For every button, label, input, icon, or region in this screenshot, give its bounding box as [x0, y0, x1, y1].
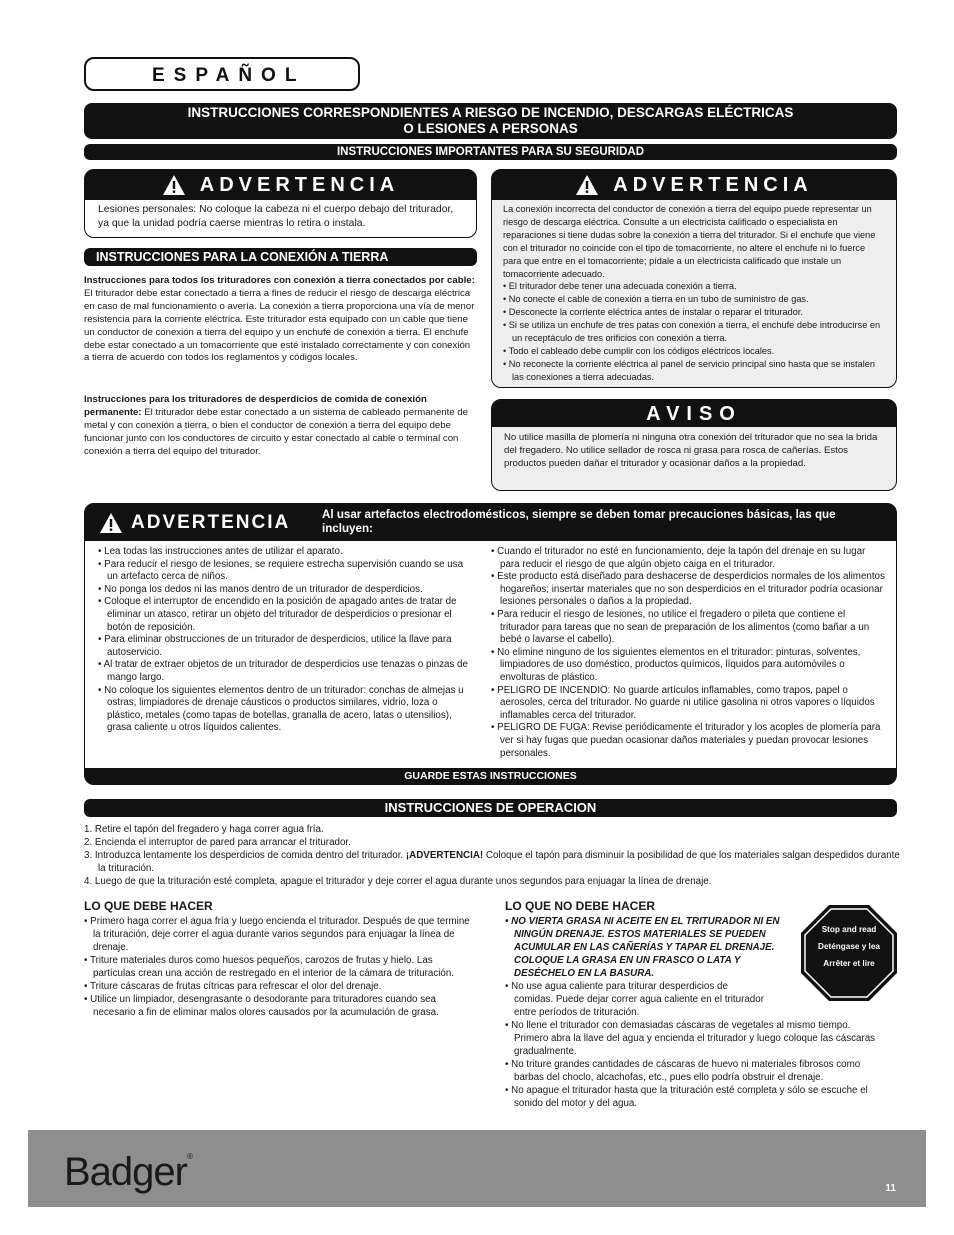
warning-icon: [575, 174, 599, 196]
dont-list-bold: [505, 915, 787, 980]
language-tab: [84, 57, 360, 91]
list-item: • Para reducir el riesgo de lesiones, se requiere estrecha supervisión cuando se usa un artefacto cerca de niños.: [98, 559, 476, 584]
step-text: Coloque el tapón para disminuir la posibilidad de que los materiales salgan despedidos durante la trituración.: [98, 850, 900, 874]
list-item: • No apague el triturador hasta que la trituración esté completa y sólo se escuche el sonido del motor y del agua.: [505, 1084, 885, 1110]
header-subtitle: INSTRUCCIONES IMPORTANTES PARA SU SEGURIDAD: [84, 144, 897, 160]
list-item: • Este producto está diseñado para deshacerse de desperdicios normales de los alimentos hogareños; insertar materiales que no son desperdicios en el triturador podría ocasionar lesiones personales o daños a la propiedad.: [491, 571, 887, 609]
step-text: Retire el tapón del fregadero y haga correr agua fría.: [94, 824, 324, 835]
list-item: • NO VIERTA GRASA NI ACEITE EN EL TRITURADOR NI EN NINGÚN DRENAJE. ESTOS MATERIALES SE PUEDEN ACUMULAR EN LAS CAÑERÍAS Y TAPAR EL DRENAJE. COLOQUE LA GRASA EN UN FRASCO O LATA Y DESÉCHELO EN LA BASURA.: [505, 915, 787, 980]
list-item: • No use agua caliente para triturar desperdicios de comidas. Puede dejar correr agua caliente en el triturador entre períodos de trituración.: [505, 980, 767, 1019]
warning-big-right-list: [491, 546, 887, 760]
list-item: • No coloque los siguientes elementos dentro de un triturador: conchas de almejas u ostras, limpiadores de drenaje cáusticos o productos similares, vidrio, loza o plástico, metales (como tapas de botellas, granalla de acero, latas o utensilios), grasa caliente u otros líquidos calientes.: [98, 685, 476, 735]
warning-left-title: ADVERTENCIA: [199, 174, 400, 196]
header-title-line2: O LESIONES A PERSONAS: [403, 121, 578, 136]
grounding-p2-bold: Instrucciones para los trituradores de desperdicios de comida de conexión permanente:: [84, 394, 427, 418]
brand-logo: [64, 1146, 193, 1198]
warning-big-heading: Al usar artefactos electrodomésticos, siempre se deben tomar precauciones básicas, las que incluyen:: [322, 508, 836, 535]
step-number: 2.: [84, 837, 93, 848]
warning-big-left-list: [98, 546, 476, 735]
warning-big-title-wrap: [99, 511, 290, 536]
header-title-line1: INSTRUCCIONES CORRESPONDIENTES A RIESGO DE INCENDIO, DESCARGAS ELÉCTRICAS: [187, 105, 794, 120]
registered-mark: ®: [186, 1152, 193, 1161]
step-text: Luego de que la trituración esté completa, apague el triturador y deje correr el agua durante unos segundos para enjuagar la línea de drenaje.: [94, 876, 712, 887]
warning-left-box: [84, 169, 477, 238]
notice-title: AVISO: [492, 400, 896, 427]
grounding-p1-text: El triturador debe estar conectado a tierra a fines de reducir el riesgo de descarga eléctrica en caso de mal funcionamiento o avería. La conexión a tierra proporciona una vía de menor resistencia para la corriente eléctrica. Este triturador está equipado con un cable que tiene un conductor de conexión a tierra del equipo y un enchufe de conexión a tierra. El enchufe debe estar conectado a un tomacorriente que esté instalado correctamente y con conexión a tierra de acuerdo con todos los reglamentos y códigos locales.: [84, 287, 475, 364]
warning-right-title: ADVERTENCIA: [613, 174, 813, 196]
list-item: • Triture cáscaras de frutas cítricas para refrescar el olor del drenaje.: [84, 980, 476, 993]
step-number: 4.: [84, 876, 93, 887]
save-instructions-bar: GUARDE ESTAS INSTRUCCIONES: [85, 768, 896, 784]
operation-step: [84, 849, 904, 875]
warning-big-title: ADVERTENCIA: [131, 512, 291, 533]
list-item: • Si se utiliza un enchufe de tres patas con conexión a tierra, el enchufe debe introducirse en un receptáculo de tres orificios con conexión a tierra.: [503, 319, 886, 345]
grounding-p2-text: El triturador debe estar conectado a un sistema de cableado permanente de metal y con conexión a tierra, o bien el conductor de conexión a tierra del equipo debe funcionar junto con los conductores de circuito y estar conectado al cable o terminal con conexión a tierra del equipo del triturador.: [84, 406, 468, 457]
do-title: LO QUE DEBE HACER: [84, 899, 213, 913]
list-item: • Triture materiales duros como huesos pequeños, carozos de frutas y hielo. Las partículas crean una acción de restregado en el interior de la cámara de trituración.: [84, 954, 476, 980]
warning-right-body: [492, 200, 896, 384]
list-item: • No conecte el cable de conexión a tierra en un tubo de suministro de gas.: [503, 293, 886, 306]
list-item: • No reconecte la corriente eléctrica al panel de servicio principal sino hasta que se instalen las conexiones a tierra adecuadas.: [503, 358, 886, 384]
grounding-title: INSTRUCCIONES PARA LA CONEXIÓN A TIERRA: [84, 248, 477, 266]
step-number: 3.: [84, 850, 93, 861]
warning-big-box: [84, 503, 897, 785]
warning-icon: [162, 174, 186, 196]
stop-sign-line3: Arrêter et lire: [823, 959, 875, 968]
warning-big-header: [85, 504, 896, 541]
operation-step: [84, 836, 904, 849]
list-item: • El triturador debe tener una adecuada conexión a tierra.: [503, 280, 886, 293]
notice-box: [491, 399, 897, 491]
list-item: • Utilice un limpiador, desengrasante o desodorante para trituradores cuando sea necesario a fin de eliminar malos olores causados por la acumulación de grasa.: [84, 993, 476, 1019]
warning-right-list: [503, 280, 886, 383]
list-item: • Para reducir el riesgo de lesiones, no utilice el fregadero o pileta que contiene el triturador para tareas que no sean de preparación de los alimentos (como bañar a un bebé o lavarse el cabello).: [491, 609, 887, 647]
stop-sign-text: [800, 921, 898, 972]
notice-text: No utilice masilla de plomería ni ninguna otra conexión del triturador que no sea la brida del fregadero. No utilice sellador de rosca ni grasa para rosca de cañerías. Estos productos pueden dañar el triturador y ocasionar daños a la propiedad.: [504, 432, 878, 469]
list-item: • PELIGRO DE FUGA: Revise periódicamente el triturador y los acoples de plomería para ver si hay fugas que puedan ocasionar daños materiales y puedan provocar lesiones personales.: [491, 722, 887, 760]
step-number: 1.: [84, 824, 93, 835]
list-item: • Desconecte la corriente eléctrica antes de instalar o reparar el triturador.: [503, 306, 886, 319]
list-item: • Cuando el triturador no esté en funcionamiento, deje la tapón del drenaje en su lugar para reducir el riesgo de que algún objeto caiga en el triturador.: [491, 546, 887, 571]
list-item: • No elimine ninguno de los siguientes elementos en el triturador: pinturas, solventes, limpiadores de uso doméstico, productos químicos, líquidos para automóviles o envolturas de plástico.: [491, 647, 887, 685]
brand-name: Badger: [64, 1150, 187, 1194]
list-item: • Primero haga correr el agua fría y luego encienda el triturador. Después de que termine la trituración, deje correr el agua durante varios segundos para enjuagar la línea de drenaje.: [84, 915, 476, 954]
operation-step: [84, 823, 904, 836]
list-item: • No triture grandes cantidades de cáscaras de huevo ni materiales fibrosos como barbas del choclo, alcachofas, etc., pues ello podría obstruir el drenaje.: [505, 1058, 885, 1084]
list-item: • Lea todas las instrucciones antes de utilizar el aparato.: [98, 546, 476, 559]
warning-left-text: Lesiones personales: No coloque la cabeza ni el cuerpo debajo del triturador, ya que la unidad podría caerse mientras lo retira o instala.: [98, 204, 454, 229]
warning-right-box: [491, 169, 897, 388]
grounding-p2: [84, 394, 477, 459]
grounding-p1: [84, 275, 477, 365]
warning-right-header: [492, 170, 896, 200]
operation-step: [84, 875, 904, 888]
main-header: [84, 103, 897, 139]
operation-title: INSTRUCCIONES DE OPERACION: [84, 799, 897, 817]
list-item: • Coloque el interruptor de encendido en la posición de apagado antes de tratar de eliminar un atasco, retirar un objeto del triturador de desperdicios o presionar el botón de reposición.: [98, 596, 476, 634]
grounding-p1-bold: Instrucciones para todos los trituradores con conexión a tierra conectados por cable:: [84, 275, 475, 286]
stop-sign-line2: Deténgase y lea: [818, 942, 880, 951]
page-footer: [28, 1130, 926, 1207]
warning-right-intro: La conexión incorrecta del conductor de conexión a tierra del equipo puede representar un riesgo de descarga eléctrica. Consulte a un electricista calificado o especialista en reparaciones si tiene dudas sobre la conexión a tierra del triturador. Si el enchufe que viene con el triturador no coincide con el tipo de tomacorriente, no altere el enchufe ni lo fuerce para que entre en el tomacorriente; pídale a un electricista calificado que instale un tomacorriente adecuado.: [503, 204, 876, 279]
step-text: Encienda el interruptor de pared para arrancar el triturador.: [94, 837, 351, 848]
page-number: 11: [885, 1183, 896, 1194]
warning-left-header: [85, 170, 476, 200]
operation-steps: [84, 823, 904, 888]
list-item: • Para eliminar obstrucciones de un triturador de desperdicios, utilice la llave para autoservicio.: [98, 634, 476, 659]
dont-title: LO QUE NO DEBE HACER: [505, 899, 656, 913]
step-warning: ¡ADVERTENCIA!: [405, 850, 484, 861]
language-label: ESPAÑOL: [152, 65, 306, 86]
list-item: • No ponga los dedos ni las manos dentro de un triturador de desperdicios.: [98, 584, 476, 597]
stop-sign: [800, 904, 898, 1002]
list-item: • PELIGRO DE INCENDIO: No guarde artículos inflamables, como trapos, papel o aerosoles, cerca del triturador. No guarde ni utilice gasolina ni otros vapores o líquidos inflamables cerca del triturador.: [491, 685, 887, 723]
list-item: • No llene el triturador con demasiadas cáscaras de vegetales al mismo tiempo. Primero abra la llave del agua y encienda el triturador y luego coloque las cáscaras gradualmente.: [505, 1019, 885, 1058]
list-item: • Al tratar de extraer objetos de un triturador de desperdicios use tenazas o pinzas de mango largo.: [98, 659, 476, 684]
warning-icon: [99, 512, 123, 534]
do-list: [84, 915, 476, 1019]
list-item: • Todo el cableado debe cumplir con los códigos eléctricos locales.: [503, 345, 886, 358]
step-text: Introduzca lentamente los desperdicios de comida dentro del triturador.: [94, 850, 406, 861]
stop-sign-line1: Stop and read: [821, 925, 877, 934]
